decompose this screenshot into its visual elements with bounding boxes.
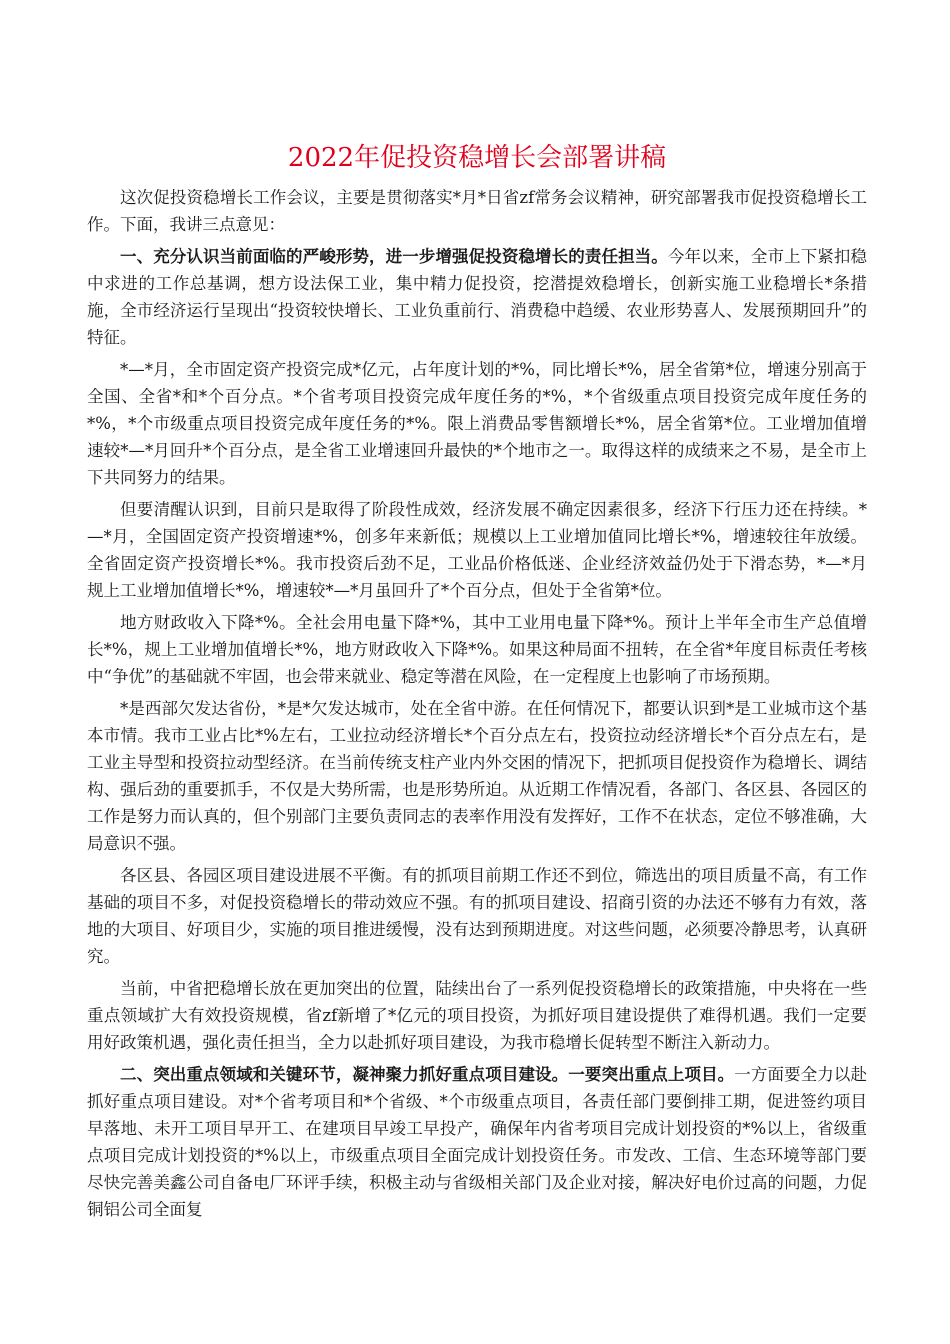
paragraph-pressure <box>87 496 867 604</box>
paragraph-investment-stats <box>87 356 867 491</box>
paragraph-text: 今年以来，全市上下紧扣稳中求进的工作总基调，想方设法保工业，集中精力促投资，挖潜提效稳增长，创新实施工业稳增长*条措施，全市经济运行呈现出“投资较快增长、工业负重前行、消费稳中趋缓、农业形势喜人、发展预期回升”的特征。 <box>87 247 868 347</box>
paragraph-text: 一方面要全力以赴抓好重点项目建设。对*个省考项目和*个省级、*个市级重点项目，各责任部门要倒排工期，促进签约项目早落地、未开工项目早开工、在建项目早竣工早投产，确保年内省考项目完成计划投资的*%以上，省级重点项目完成计划投资的*%以上，市级重点项目全面完成计划投资任务。市发改、工信、生态环境等部门要尽快完善美鑫公司自备电厂环评手续，积极主动与省级相关部门及企业对接，解决好电价过高的问题，力促铜铝公司全面复 <box>87 1065 868 1219</box>
paragraph-imbalance <box>87 862 867 970</box>
document-title: 2022年促投资稳增长会部署讲稿 <box>287 143 667 173</box>
paragraph-text: 地方财政收入下降*%。全社会用电量下降*%，其中工业用电量下降*%。预计上半年全市生产总值增长*%，规上工业增加值增长*%，地方财政收入下降*%。如果这种局面不扭转，在全省*年度目标责任考核中“争优”的基础就不牢固，也会带来就业、稳定等潜在风险，在一定程度上也影响了市场预期。 <box>87 613 867 686</box>
paragraph-intro <box>87 184 867 238</box>
paragraph-opportunity <box>87 975 867 1056</box>
paragraph-text: 各区县、各园区项目建设进展不平衡。有的抓项目前期工作还不到位，筛选出的项目质量不高，有工作基础的项目不多，对促投资稳增长的带动效应不强。有的抓项目建设、招商引资的办法还不够有力有效，落地的大项目、好项目少，实施的项目推进缓慢，没有达到预期进度。对这些问题，必须要冷静思考，认真研究。 <box>87 866 867 966</box>
paragraph-text: 这次促投资稳增长工作会议，主要是贯彻落实*月*日省zf常务会议精神，研究部署我市促投资稳增长工作。下面，我讲三点意见： <box>87 188 867 234</box>
paragraph-text: *—*月，全市固定资产投资完成*亿元，占年度计划的*%，同比增长*%，居全省第*位，增速分别高于全国、全省*和*个百分点。*个省考项目投资完成年度任务的*%，*个省级重点项目投资完成年度任务的*%，*个市级重点项目投资完成年度任务的*%。限上消费品零售额增长*%，居全省第*位。工业增加值增速较*—*月回升*个百分点，是全省工业增速回升最快的*个地市之一。取得这样的成绩来之不易，是全市上下共同努力的结果。 <box>87 360 867 487</box>
paragraph-text: *是西部欠发达省份，*是*欠发达城市，处在全省中游。在任何情况下，都要认识到*是工业城市这个基本市情。我市工业占比*%左右，工业拉动经济增长*个百分点左右，投资拉动经济增长*个百分点左右，是工业主导型和投资拉动型经济。在当前传统支柱产业内外交困的情况下，把抓项目促投资作为稳增长、调结构、强后劲的重要抓手，不仅是大势所需，也是形势所迫。从近期工作情况看，各部门、各区县、各园区的工作是努力而认真的，但个别部门主要负责同志的表率作用没有发挥好，工作不在状态，定位不够准确，大局意识不强。 <box>87 699 867 853</box>
paragraph-section-2 <box>87 1061 867 1223</box>
paragraph-revenue <box>87 609 867 690</box>
section-heading-1: 一、充分认识当前面临的严峻形势，进一步增强促投资稳增长的责任担当。 <box>120 247 668 266</box>
paragraph-text: 当前，中省把稳增长放在更加突出的位置，陆续出台了一系列促投资稳增长的政策措施，中央将在一些重点领域扩大有效投资规模，省zf新增了*亿元的项目投资，为抓好项目建设提供了难得机遇。我们一定要用好政策机遇，强化责任担当，全力以赴抓好项目建设，为我市稳增长促转型不断注入新动力。 <box>87 979 867 1052</box>
paragraph-section-1 <box>87 243 867 351</box>
document-page <box>87 140 867 1228</box>
section-heading-2: 二、突出重点领域和关键环节，凝神聚力抓好重点项目建设。一要突出重点上项目。 <box>120 1065 735 1084</box>
paragraph-city-profile <box>87 695 867 857</box>
paragraph-text: 但要清醒认识到，目前只是取得了阶段性成效，经济发展不确定因素很多，经济下行压力还在持续。*—*月，全国固定资产投资增速*%，创多年来新低；规模以上工业增加值同比增长*%，增速较往年放缓。全省固定资产投资增长*%。我市投资后劲不足，工业品价格低迷、企业经济效益仍处于下滑态势，*—*月规上工业增加值增长*%，增速较*—*月虽回升了*个百分点，但处于全省第*位。 <box>87 500 867 600</box>
